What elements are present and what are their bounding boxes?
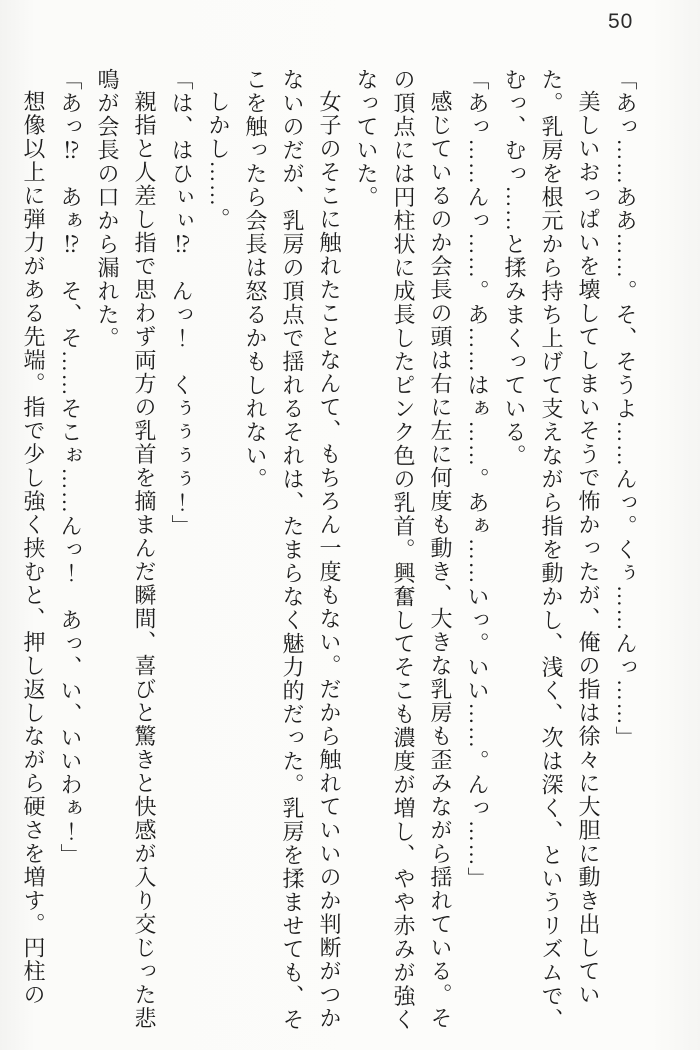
narration-paragraph: 美しいおっぱいを壊してしまいそうで怖かったが、俺の指は徐々に大胆に動き出していた。乳房を根元から持ち上げて支えながら指を動かし、浅く、次は深く、というリズムで、むっ、むっ……と揉みまくっている。: [502, 68, 601, 1032]
body-text: [15, 68, 644, 1036]
narration-paragraph: 女子のそこに触れたことなんて、もちろん一度もない。だから触れていいのか判断がつかないのだが、乳房の頂点で揺れるそれは、たまらなく魅力的だった。乳房を揉ませても、そこを触ったら会長は怒るかもしれない。: [243, 68, 342, 1032]
narration-paragraph: しかし……。: [206, 90, 231, 231]
dialogue-paragraph: 「あっ……んっ……。あ……はぁ……。あぁ……いっ。いい……。んっ……」: [465, 68, 490, 891]
narration-paragraph: 親指と人差し指で思わず両方の乳首を摘まんだ瞬間、喜びと驚きと快感が入り交じった悲鳴が会長の口から漏れた。: [95, 68, 157, 1030]
dialogue-paragraph: 「あっ⁉ あぁ⁉ そ、そ……そこぉ……んっ！ あっ、い、いいわぁ！」: [58, 68, 83, 867]
narration-paragraph: 感じているのか会長の頭は右に左に何度も動き、大きな乳房も歪みながら揺れている。その頂点には円柱状に成長したピンク色の乳首。興奮してそこも濃度が増し、やや赤みが強くなっていた。: [354, 68, 453, 1032]
dialogue-paragraph: 「あっ……ああ……。そ、そうよ……んっ。くぅ……んっ……」: [613, 68, 638, 750]
narration-paragraph: 想像以上に弾力がある先端。指で少し強く挟むと、押し返しながら硬さを増す。円柱の: [21, 90, 46, 1007]
page-number: 50: [608, 10, 634, 33]
dialogue-paragraph: 「は、はひぃぃ⁉ んっ！ くぅぅぅぅ！」: [169, 68, 194, 538]
